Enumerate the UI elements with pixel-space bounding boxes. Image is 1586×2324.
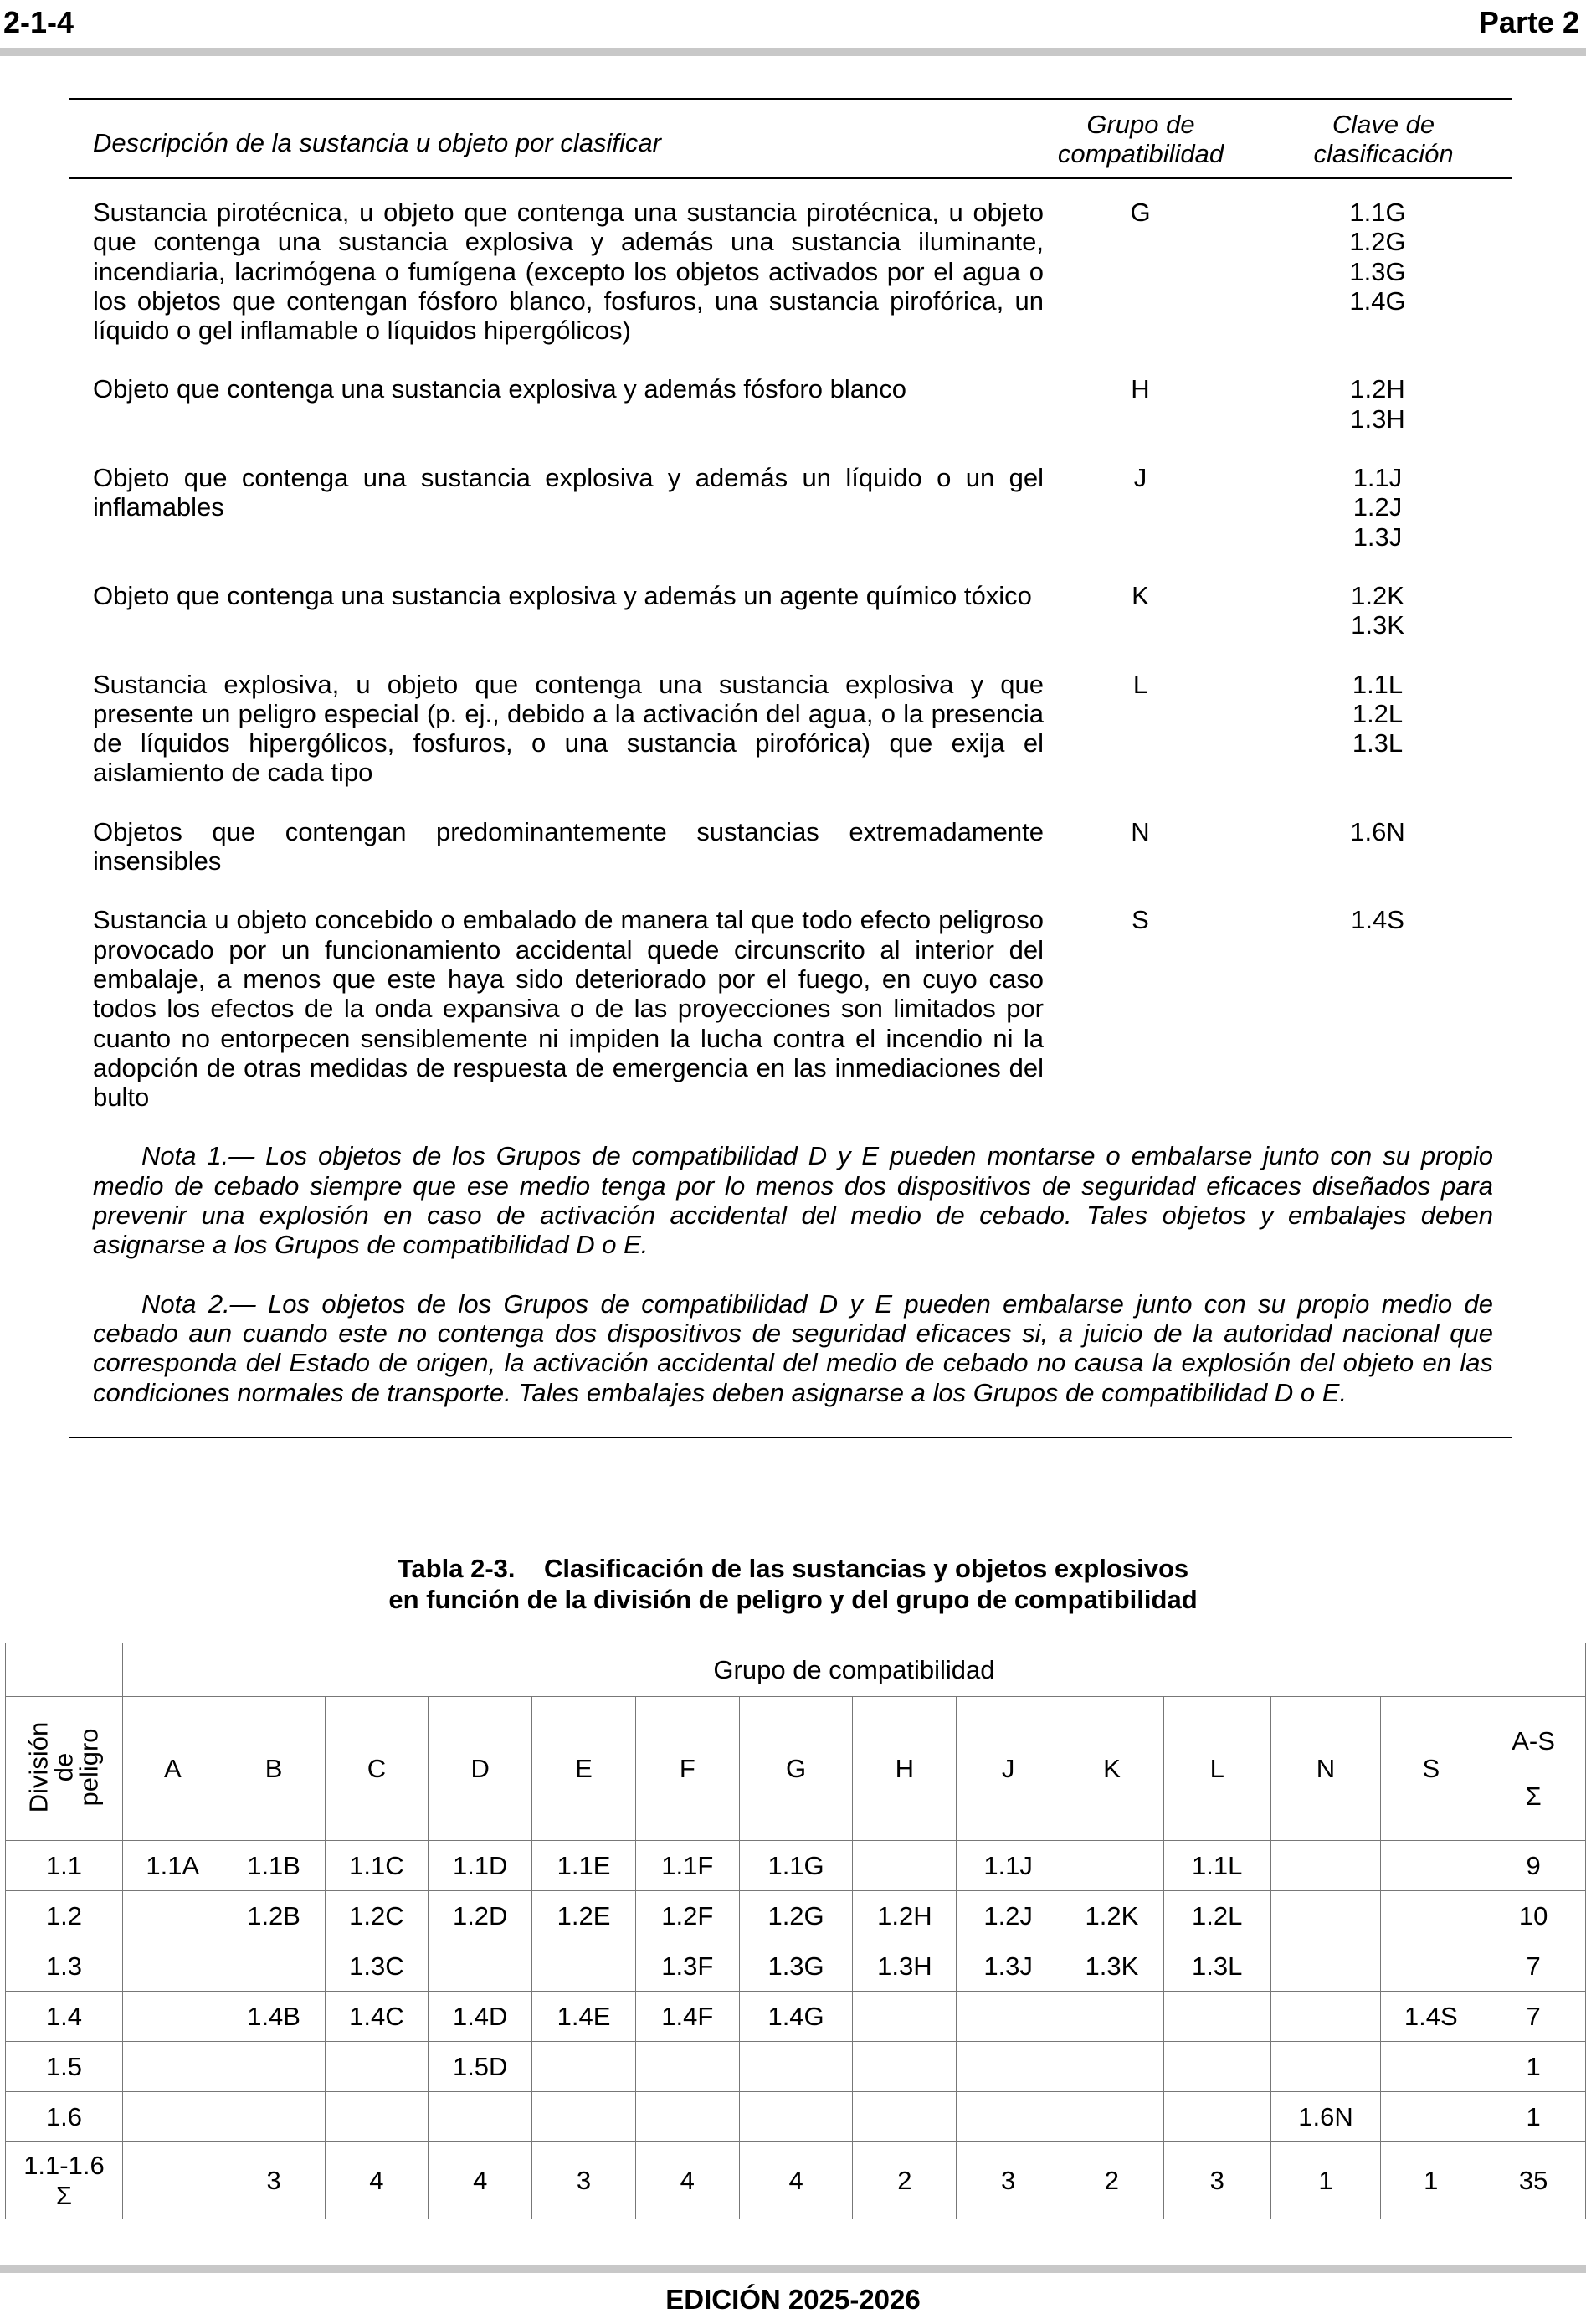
table-cell: 1.1G bbox=[739, 1841, 853, 1891]
table-cell: 1.2D bbox=[429, 1891, 532, 1941]
sum-cell: 7 bbox=[1481, 1992, 1586, 2042]
row-description: Sustancia pirotécnica, u objeto que contenga una sustancia pirotécnica, u objeto que contenga una sustancia explosiva y además una sustancia iluminante, incendiaria, lacrimógena o fumígena (excepto los objetos activados por el agua o los objetos que contengan fósforo blanco, fosfuros, una sustancia pirofórica, un líquido o gel inflamable o líquidos hipergólicos) bbox=[93, 198, 1044, 346]
header-rule bbox=[0, 48, 1586, 56]
column-header: D bbox=[429, 1697, 532, 1841]
header-code: Clave de clasificación bbox=[1313, 110, 1454, 168]
table-cell: 1.3K bbox=[1060, 1941, 1164, 1992]
total-cell: 4 bbox=[739, 2142, 853, 2219]
note-1: Nota 1.— Los objetos de los Grupos de compatibilidad D y E pueden montarse o embalarse junto con su propio medio de cebado siempre que ese medio tenga por lo menos dos dispositivos de seguridad eficaces diseñados para prevenir una explosión en caso de activación accidental del medio de cebado. Tales objetos y embalajes deben asignarse a los Grupos de compatibilidad D o E. bbox=[93, 1141, 1493, 1260]
total-cell: 2 bbox=[853, 2142, 957, 2219]
table-cell: 1.4G bbox=[739, 1992, 853, 2042]
table-cell bbox=[1270, 1992, 1381, 2042]
sum-header-line: Σ bbox=[1525, 1781, 1542, 1811]
table-cell bbox=[1060, 1992, 1164, 2042]
table-cell: 1.2C bbox=[325, 1891, 429, 1941]
column-header: F bbox=[635, 1697, 739, 1841]
sum-header-line: A-S bbox=[1512, 1725, 1555, 1756]
total-label bbox=[6, 2142, 123, 2219]
classification-code: 1.3J bbox=[1352, 522, 1403, 552]
table-cell bbox=[429, 2092, 532, 2142]
table-cell: 1.1J bbox=[957, 1841, 1060, 1891]
total-cell: 1 bbox=[1270, 2142, 1381, 2219]
table-cell: 1.4S bbox=[1381, 1992, 1481, 2042]
division-header-line: División bbox=[23, 1721, 54, 1813]
classification-table bbox=[69, 98, 1512, 1438]
header-description: Descripción de la sustancia u objeto por clasificar bbox=[93, 128, 661, 157]
classification-code: 1.3K bbox=[1351, 610, 1404, 640]
division-cell: 1.6 bbox=[6, 2092, 123, 2142]
table-cell bbox=[223, 1941, 325, 1992]
table-row bbox=[69, 581, 1512, 640]
classification-code: 1.2J bbox=[1352, 492, 1403, 522]
classification-code: 1.4G bbox=[1349, 285, 1406, 316]
table-row bbox=[69, 817, 1512, 877]
table-cell: 1.2K bbox=[1060, 1891, 1164, 1941]
division-group-table bbox=[5, 1643, 1586, 2219]
table-cell bbox=[223, 2092, 325, 2142]
column-header: H bbox=[853, 1697, 957, 1841]
row-group: G bbox=[1130, 198, 1151, 227]
table-cell bbox=[122, 2042, 223, 2092]
row-description: Sustancia u objeto concebido o embalado de manera tal que todo efecto peligroso provocado por un funcionamiento accidental quede circunscrito al interior del embalaje, a menos que este haya sido deteriorado por el fuego, en cuyo caso todos los efectos de la onda expansiva o de las proyecciones son limitados por cuanto no entorpecen sensiblemente ni impiden la lucha contra el incendio ni la adopción de otras medidas de respuesta de emergencia en las inmediaciones del bulto bbox=[93, 905, 1044, 1113]
column-header: C bbox=[325, 1697, 429, 1841]
table-cell bbox=[1060, 2092, 1164, 2142]
group-header: Grupo de compatibilidad bbox=[122, 1643, 1585, 1697]
classification-code: 1.1L bbox=[1352, 669, 1404, 699]
classification-code: 1.2G bbox=[1349, 227, 1406, 257]
division-cell: 1.5 bbox=[6, 2042, 123, 2092]
table-bottom-rule bbox=[69, 1437, 1512, 1438]
table-cell bbox=[122, 1891, 223, 1941]
classification-code: 1.2K bbox=[1351, 580, 1404, 610]
table-row bbox=[6, 1941, 1586, 1992]
table-cell: 1.1C bbox=[325, 1841, 429, 1891]
table-cell: 1.1B bbox=[223, 1841, 325, 1891]
table-cell bbox=[1163, 2042, 1270, 2092]
sum-cell: 7 bbox=[1481, 1941, 1586, 1992]
table-cell bbox=[223, 2042, 325, 2092]
table-row bbox=[6, 2042, 1586, 2092]
sum-header bbox=[1481, 1697, 1586, 1841]
note-2: Nota 2.— Los objetos de los Grupos de compatibilidad D y E pueden embalarse junto con su propio medio de cebado aun cuando este no contenga dos dispositivos de seguridad eficaces si, a juicio de la autoridad nacional que corresponda del Estado de origen, la activación accidental del medio de cebado no causa la explosión del objeto en las condiciones normales de transporte. Tales embalajes deben asignarse a los Grupos de compatibilidad D o E. bbox=[93, 1288, 1493, 1407]
table-cell bbox=[532, 2042, 636, 2092]
division-cell: 1.2 bbox=[6, 1891, 123, 1941]
classification-code: 1.6N bbox=[1350, 816, 1405, 846]
table-cell bbox=[1381, 2042, 1481, 2092]
part-label: Parte 2 bbox=[1478, 5, 1579, 39]
table-cell bbox=[122, 2092, 223, 2142]
division-cell: 1.1 bbox=[6, 1841, 123, 1891]
table-cell: 1.3C bbox=[325, 1941, 429, 1992]
table-cell bbox=[957, 1992, 1060, 2042]
row-group: N bbox=[1131, 816, 1150, 846]
table-cell bbox=[957, 2042, 1060, 2092]
table-cell: 1.1A bbox=[122, 1841, 223, 1891]
row-group: H bbox=[1131, 374, 1150, 404]
row-group: J bbox=[1133, 463, 1147, 493]
table-cell: 1.2E bbox=[532, 1891, 636, 1941]
total-sum: 35 bbox=[1481, 2142, 1586, 2219]
table-cell: 1.2B bbox=[223, 1891, 325, 1941]
division-cell: 1.3 bbox=[6, 1941, 123, 1992]
classification-code: 1.3G bbox=[1349, 256, 1406, 286]
table-cell: 1.4B bbox=[223, 1992, 325, 2042]
table-cell: 1.5D bbox=[429, 2042, 532, 2092]
column-header: E bbox=[532, 1697, 636, 1841]
table-row bbox=[69, 905, 1512, 1112]
column-header: L bbox=[1163, 1697, 1270, 1841]
table-cell bbox=[1163, 1992, 1270, 2042]
classification-code: 1.3L bbox=[1352, 728, 1404, 758]
table-cell: 1.2J bbox=[957, 1891, 1060, 1941]
division-header-text bbox=[23, 1721, 104, 1813]
row-description: Objetos que contengan predominantemente sustancias extremadamente insensibles bbox=[93, 816, 1044, 877]
table-cell: 1.3G bbox=[739, 1941, 853, 1992]
table-cell: 1.6N bbox=[1270, 2092, 1381, 2142]
table-cell bbox=[1270, 1941, 1381, 1992]
table-cell: 1.2F bbox=[635, 1891, 739, 1941]
table-cell bbox=[635, 2042, 739, 2092]
division-header-line: de bbox=[49, 1752, 79, 1782]
classification-code: 1.1J bbox=[1352, 463, 1403, 493]
column-header: N bbox=[1270, 1697, 1381, 1841]
column-header-row bbox=[6, 1697, 1586, 1841]
total-cell: 4 bbox=[429, 2142, 532, 2219]
table-header bbox=[69, 100, 1512, 179]
table-cell bbox=[1381, 1891, 1481, 1941]
column-header: K bbox=[1060, 1697, 1164, 1841]
table-cell: 1.2G bbox=[739, 1891, 853, 1941]
column-header: G bbox=[739, 1697, 853, 1841]
header-group: Grupo de compatibilidad bbox=[1057, 110, 1224, 168]
total-cell bbox=[122, 2142, 223, 2219]
classification-code: 1.3H bbox=[1350, 404, 1405, 434]
table-caption: Tabla 2-3. Clasificación de las sustancias y objetos explosivos en función de la división de peligro y del grupo de compatibilidad bbox=[388, 1554, 1198, 1614]
table-row bbox=[6, 1891, 1586, 1941]
row-description: Objeto que contenga una sustancia explosiva y además un agente químico tóxico bbox=[93, 580, 1032, 610]
total-label-line: Σ bbox=[55, 2180, 73, 2210]
table-row bbox=[69, 198, 1512, 345]
table-cell bbox=[1270, 1841, 1381, 1891]
corner-cell bbox=[6, 1643, 123, 1697]
table-cell bbox=[853, 2042, 957, 2092]
classification-code: 1.1G bbox=[1349, 198, 1406, 227]
table-cell bbox=[957, 2092, 1060, 2142]
table-cell bbox=[739, 2042, 853, 2092]
column-header: B bbox=[223, 1697, 325, 1841]
table-cell: 1.4D bbox=[429, 1992, 532, 2042]
total-cell: 3 bbox=[532, 2142, 636, 2219]
notes bbox=[69, 1141, 1512, 1406]
row-codes bbox=[1285, 463, 1471, 552]
row-description: Objeto que contenga una sustancia explosiva y además fósforo blanco bbox=[93, 374, 906, 404]
table-cell bbox=[1270, 1891, 1381, 1941]
total-cell: 4 bbox=[325, 2142, 429, 2219]
page-number: 2-1-4 bbox=[3, 5, 74, 39]
division-header-line: peligro bbox=[74, 1728, 104, 1807]
total-cell: 3 bbox=[1163, 2142, 1270, 2219]
column-header: A bbox=[122, 1697, 223, 1841]
total-row bbox=[6, 2142, 1586, 2219]
classification-code: 1.2L bbox=[1352, 698, 1404, 728]
table-cell: 1.1L bbox=[1163, 1841, 1270, 1891]
table-cell bbox=[1060, 2042, 1164, 2092]
total-cell: 1 bbox=[1381, 2142, 1481, 2219]
table-cell bbox=[532, 1941, 636, 1992]
row-codes bbox=[1285, 374, 1471, 434]
table-cell bbox=[853, 1992, 957, 2042]
table-cell: 1.3F bbox=[635, 1941, 739, 1992]
table-cell bbox=[739, 2092, 853, 2142]
table-cell bbox=[122, 1992, 223, 2042]
table-cell: 1.1D bbox=[429, 1841, 532, 1891]
row-group: L bbox=[1132, 669, 1148, 699]
total-label-line: 1.1-1.6 bbox=[23, 2150, 105, 2180]
table-body bbox=[69, 179, 1512, 1112]
table-cell: 1.1E bbox=[532, 1841, 636, 1891]
table-cell: 1.3J bbox=[957, 1941, 1060, 1992]
row-codes bbox=[1285, 817, 1471, 877]
table-cell: 1.1F bbox=[635, 1841, 739, 1891]
row-group: S bbox=[1132, 905, 1149, 935]
row-codes bbox=[1285, 670, 1471, 788]
table-cell bbox=[1270, 2042, 1381, 2092]
table-cell bbox=[853, 2092, 957, 2142]
table-cell bbox=[1381, 1941, 1481, 1992]
table-row bbox=[69, 670, 1512, 788]
sum-cell: 10 bbox=[1481, 1891, 1586, 1941]
table-cell bbox=[429, 1941, 532, 1992]
classification-code: 1.4S bbox=[1351, 905, 1404, 935]
row-description: Sustancia explosiva, u objeto que contenga una sustancia explosiva y que presente un peligro especial (p. ej., debido a la activación del agua, o la presencia de líquidos hipergólicos, fosfuros, o una sustancia pirofórica) que exija el aislamiento de cada tipo bbox=[93, 669, 1044, 788]
row-description: Objeto que contenga una sustancia explosiva y además un líquido o un gel inflamables bbox=[93, 463, 1044, 522]
column-header: S bbox=[1381, 1697, 1481, 1841]
table-cell bbox=[853, 1841, 957, 1891]
table-row bbox=[69, 374, 1512, 434]
table-cell: 1.2L bbox=[1163, 1891, 1270, 1941]
table-row bbox=[6, 2092, 1586, 2142]
table-cell bbox=[532, 2092, 636, 2142]
table-cell: 1.2H bbox=[853, 1891, 957, 1941]
table-row bbox=[6, 1841, 1586, 1891]
table-cell: 1.4F bbox=[635, 1992, 739, 2042]
row-codes bbox=[1285, 581, 1471, 640]
table-cell bbox=[325, 2092, 429, 2142]
footer-rule bbox=[0, 2265, 1586, 2273]
total-cell: 3 bbox=[223, 2142, 325, 2219]
classification-code: 1.2H bbox=[1350, 374, 1405, 404]
table-cell bbox=[1381, 2092, 1481, 2142]
row-codes bbox=[1285, 198, 1471, 345]
table-row bbox=[6, 1992, 1586, 2042]
table-cell bbox=[1060, 1841, 1164, 1891]
sum-cell: 1 bbox=[1481, 2092, 1586, 2142]
table-cell: 1.4E bbox=[532, 1992, 636, 2042]
total-cell: 2 bbox=[1060, 2142, 1164, 2219]
row-group: K bbox=[1132, 580, 1149, 610]
division-header bbox=[6, 1697, 123, 1841]
total-cell: 4 bbox=[635, 2142, 739, 2219]
sum-cell: 9 bbox=[1481, 1841, 1586, 1891]
table-cell: 1.4C bbox=[325, 1992, 429, 2042]
table-row bbox=[69, 463, 1512, 552]
table-cell bbox=[325, 2042, 429, 2092]
column-header: J bbox=[957, 1697, 1060, 1841]
table-cell: 1.3H bbox=[853, 1941, 957, 1992]
edition-footer: EDICIÓN 2025-2026 bbox=[665, 2284, 921, 2315]
total-cell: 3 bbox=[957, 2142, 1060, 2219]
table-cell bbox=[1163, 2092, 1270, 2142]
group-header-row bbox=[6, 1643, 1586, 1697]
division-cell: 1.4 bbox=[6, 1992, 123, 2042]
table-cell bbox=[122, 1941, 223, 1992]
table-cell bbox=[1381, 1841, 1481, 1891]
row-codes bbox=[1285, 905, 1471, 1112]
table-cell: 1.3L bbox=[1163, 1941, 1270, 1992]
table-cell bbox=[635, 2092, 739, 2142]
sum-cell: 1 bbox=[1481, 2042, 1586, 2092]
